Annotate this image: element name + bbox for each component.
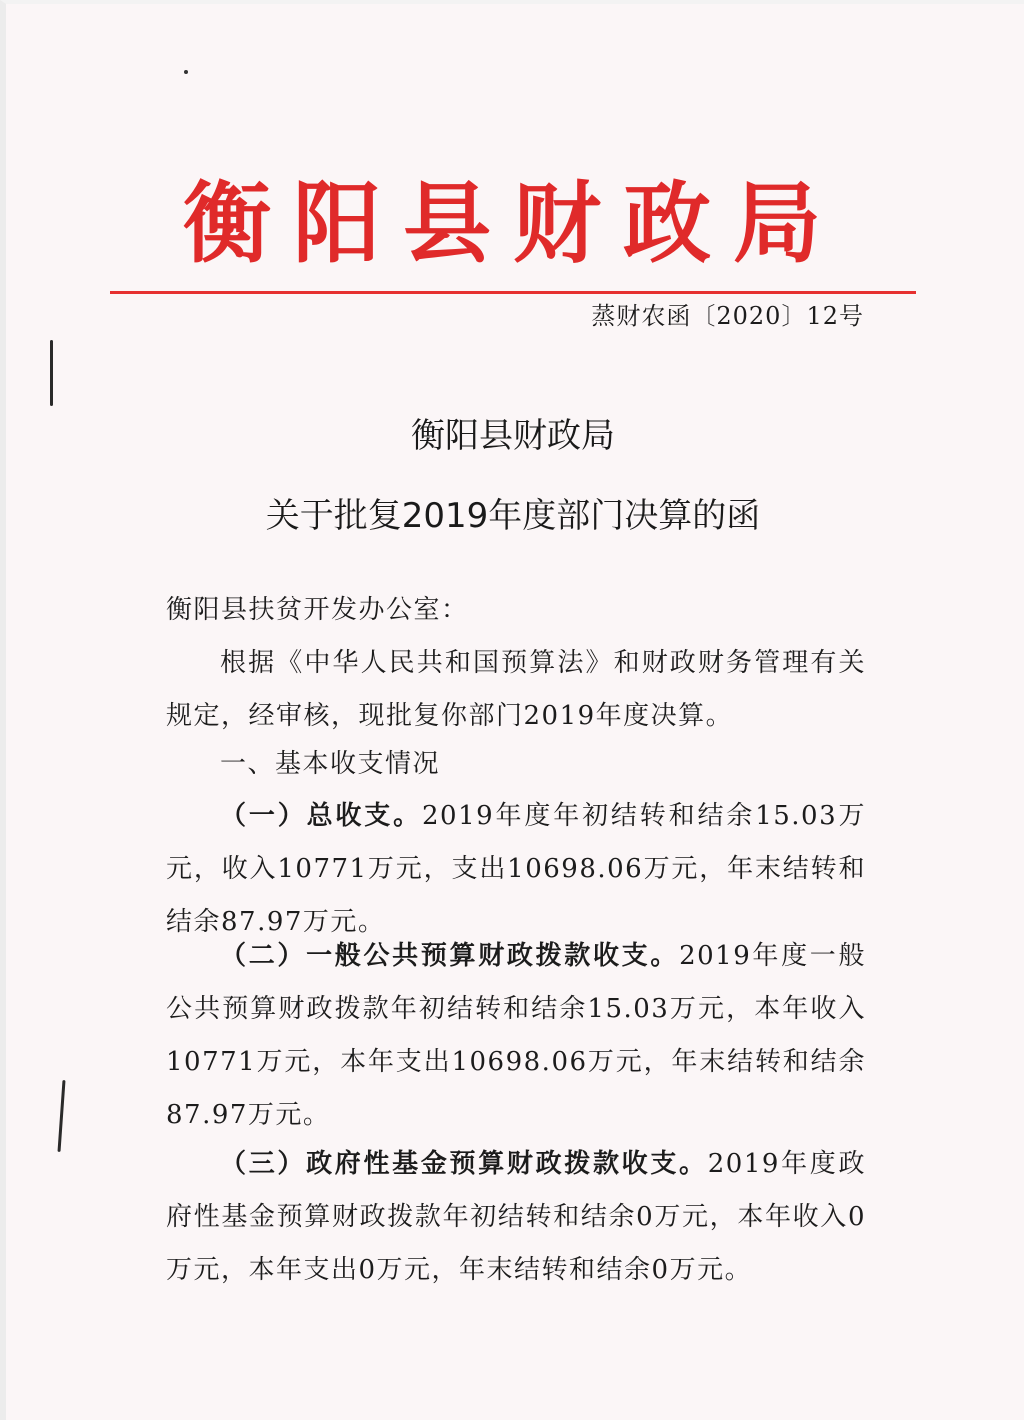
letterhead-title: 衡阳县财政局 — [182, 171, 843, 275]
section-heading: 一、基本收支情况 — [220, 749, 441, 779]
document-title-line1: 衡阳县财政局 — [411, 416, 615, 456]
paper-speck — [184, 70, 188, 74]
paragraph-lead: （二）一般公共预算财政拨款收支。 — [220, 941, 680, 971]
intro-paragraph: 根据《中华人民共和国预算法》和财政财务管理有关规定，经审核，现批复你部门2019年度决算。 — [166, 648, 866, 731]
staple-top — [50, 340, 53, 406]
paragraph-text: 2019年度一般公共预算财政拨款年初结转和结余15.03万元，本年收入10771万元，本年支出10698.06万元，年末结转和结余87.97万元。 — [166, 941, 866, 1130]
paragraph-lead: （三）政府性基金预算财政拨款收支。 — [220, 1149, 708, 1179]
paragraph-total-income-expense — [166, 790, 866, 949]
paragraph-government-fund — [166, 1138, 866, 1297]
paragraph-text: 2019年度年初结转和结余15.03万元，收入10771万元，支出10698.06万元，年末结转和结余87.97万元。 — [166, 801, 866, 937]
staple-bottom — [57, 1080, 65, 1152]
paragraph-general-budget — [166, 930, 866, 1142]
document-title-line2: 关于批复2019年度部门决算的函 — [265, 496, 761, 536]
document-number: 蒸财农函〔2020〕12号 — [591, 302, 864, 330]
paragraph-lead: （一）总收支。 — [220, 801, 422, 831]
paragraph-text: 2019年度政府性基金预算财政拨款年初结转和结余0万元，本年收入0万元，本年支出0万元，年末结转和结余0万元。 — [166, 1149, 866, 1285]
addressee: 衡阳县扶贫开发办公室： — [166, 595, 469, 625]
letterhead-red-rule — [110, 291, 916, 294]
